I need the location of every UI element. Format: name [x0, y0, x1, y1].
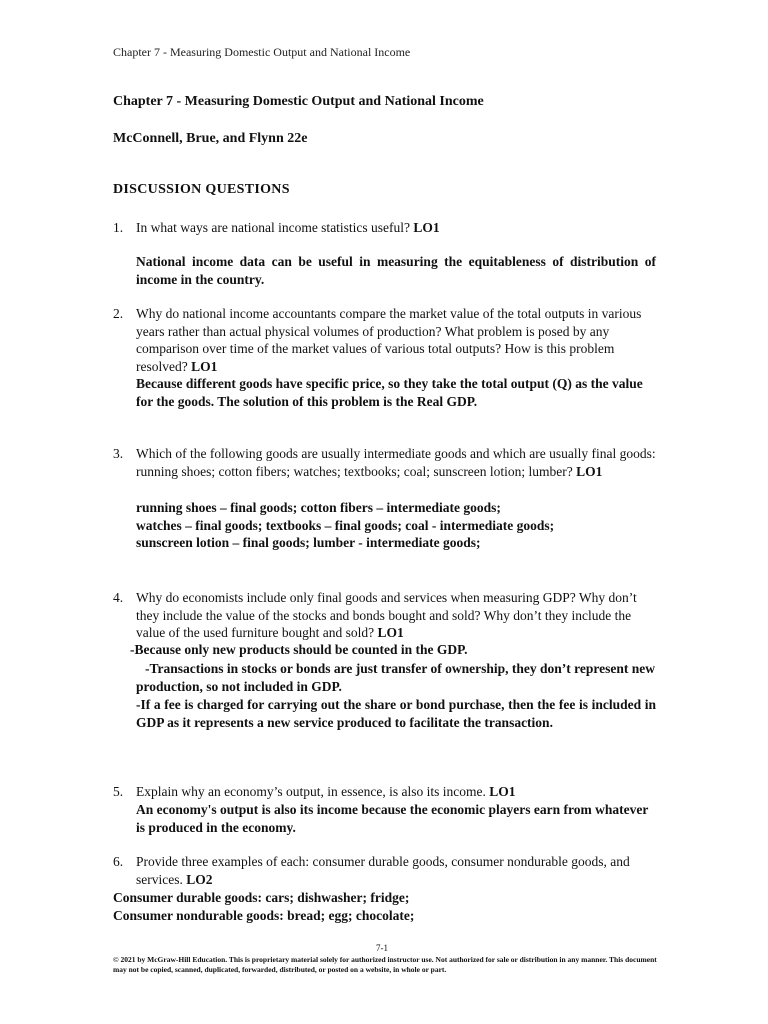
answer-line: running shoes – final goods; cotton fibers – intermediate goods; — [136, 500, 501, 515]
learning-objective: LO1 — [413, 220, 440, 235]
question-number: 3. — [113, 446, 124, 461]
answer-5: An economy's output is also its income because the economic players earn from whatever is produced in the economy. — [136, 802, 649, 835]
question-text: Why do national income accountants compare the market value of the total outputs in various years rather than actual physical volumes of production? What problem is posed by any comparison over time of the market values of various total outputs? How is this problem resolved? LO1 — [136, 306, 642, 374]
question-text: Which of the following goods are usually intermediate goods and which are usually final goods: running shoes; cotton fibers; watches; textbooks; coal; sunscreen lotion; lumber? LO1 — [136, 446, 656, 479]
answer-line: Consumer durable goods: cars; dishwasher; fridge; — [113, 890, 410, 905]
answer-line: sunscreen lotion – final goods; lumber - intermediate goods; — [136, 535, 481, 550]
question-number: 4. — [113, 590, 124, 605]
answer-6 — [113, 889, 658, 924]
section-heading: DISCUSSION QUESTIONS — [113, 182, 290, 197]
question-number: 6. — [113, 854, 124, 869]
question-text: In what ways are national income statistics useful? LO1 — [136, 220, 440, 235]
copyright-notice: © 2021 by McGraw-Hill Education. This is proprietary material solely for authorized instructor use. Not authorized for sale or distribution in any manner. This document may not be copied, scanned, duplicated, forwarded, distributed, or posted on a website, in whole or part. — [113, 955, 657, 974]
page-number: 7-1 — [376, 943, 388, 953]
answer-4c: -If a fee is charged for carrying out the share or bond purchase, then the fee is included in GDP as it represents a new service produced to facilitate the transaction. — [136, 697, 656, 730]
learning-objective: LO1 — [377, 625, 404, 640]
answer-line: Consumer nondurable goods: bread; egg; chocolate; — [113, 907, 415, 923]
question-text: Explain why an economy’s output, in essence, is also its income. LO1 — [136, 784, 516, 799]
authors-line: McConnell, Brue, and Flynn 22e — [113, 131, 308, 146]
answer-3 — [136, 499, 656, 552]
document-title: Chapter 7 - Measuring Domestic Output and National Income — [113, 94, 484, 109]
question-number: 1. — [113, 220, 124, 235]
answer-4a: -Because only new products should be counted in the GDP. — [130, 642, 468, 657]
question-text: Provide three examples of each: consumer durable goods, consumer nondurable goods, and services. LO2 — [136, 854, 630, 887]
question-text: Why do economists include only final goods and services when measuring GDP? Why don’t they include the value of the stocks and bonds bought and sold? Why don’t they include the value of the used furniture bought and sold? LO1 — [136, 590, 637, 640]
learning-objective: LO1 — [191, 358, 218, 374]
question-number: 2. — [113, 306, 124, 321]
answer-2: Because different goods have specific price, so they take the total output (Q) as the value for the goods. The solution of this problem is the Real GDP. — [136, 376, 643, 409]
answer-1: National income data can be useful in measuring the equitableness of distribution of income in the country. — [136, 254, 656, 287]
learning-objective: LO1 — [489, 784, 516, 799]
answer-4b: -Transactions in stocks or bonds are just transfer of ownership, they don’t represent new production, so not included in GDP. — [136, 661, 656, 694]
running-header: Chapter 7 - Measuring Domestic Output and National Income — [113, 45, 411, 59]
learning-objective: LO2 — [186, 871, 213, 887]
question-number: 5. — [113, 784, 124, 799]
answer-line: watches – final goods; textbooks – final goods; coal - intermediate goods; — [136, 517, 555, 533]
learning-objective: LO1 — [576, 463, 603, 479]
